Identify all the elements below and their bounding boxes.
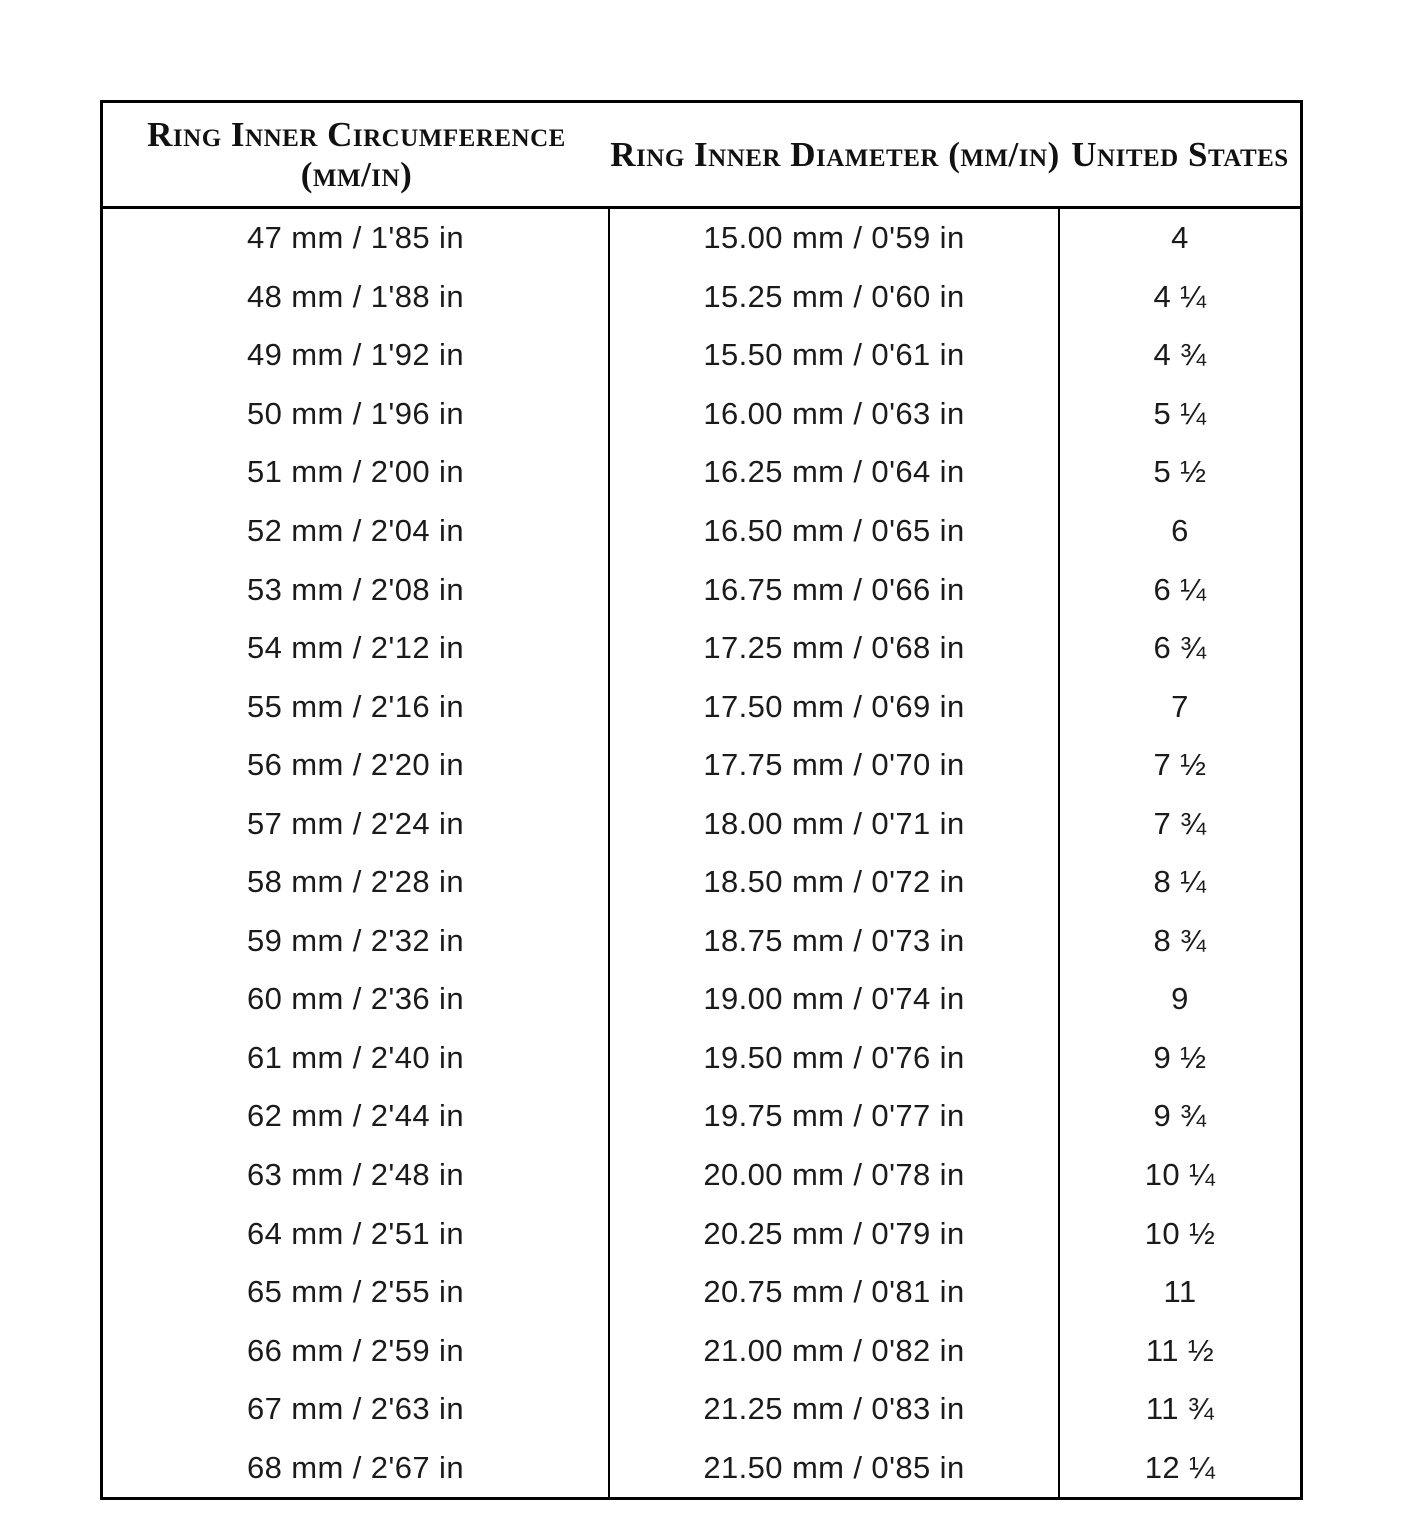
column-header-ring-inner-diameter: Ring Inner Diameter (mm/in) <box>610 134 1060 174</box>
cell-us-size: 7 ½ <box>1153 747 1207 783</box>
cell-circumference: 52 mm / 2'04 in <box>103 502 610 561</box>
cell-us-size: 11 ½ <box>1145 1332 1215 1368</box>
table-row <box>103 736 1300 795</box>
table-row <box>103 1146 1300 1205</box>
cell-diameter: 17.25 mm / 0'68 in <box>610 619 1060 678</box>
cell-us-size: 10 ¼ <box>1144 1157 1216 1193</box>
table-row <box>103 619 1300 678</box>
table-row <box>103 1380 1300 1439</box>
cell-diameter: 18.00 mm / 0'71 in <box>610 794 1060 853</box>
cell-us-size: 5 ½ <box>1153 454 1207 490</box>
table-row <box>103 443 1300 502</box>
cell-diameter: 16.50 mm / 0'65 in <box>610 502 1060 561</box>
cell-diameter: 20.25 mm / 0'79 in <box>610 1204 1060 1263</box>
cell-us-size: 4 ¼ <box>1153 278 1207 314</box>
table-row <box>103 385 1300 444</box>
cell-diameter: 16.75 mm / 0'66 in <box>610 560 1060 619</box>
cell-diameter: 21.00 mm / 0'82 in <box>610 1321 1060 1380</box>
table-row <box>103 268 1300 327</box>
cell-circumference: 63 mm / 2'48 in <box>103 1146 610 1205</box>
table-row <box>103 853 1300 912</box>
table-row <box>103 794 1300 853</box>
cell-circumference: 49 mm / 1'92 in <box>103 326 610 385</box>
cell-us-size: 12 ¼ <box>1144 1449 1216 1485</box>
cell-diameter: 17.75 mm / 0'70 in <box>610 736 1060 795</box>
cell-diameter: 19.75 mm / 0'77 in <box>610 1087 1060 1146</box>
cell-diameter: 19.50 mm / 0'76 in <box>610 1029 1060 1088</box>
cell-diameter: 18.75 mm / 0'73 in <box>610 912 1060 971</box>
cell-circumference: 57 mm / 2'24 in <box>103 794 610 853</box>
table-row <box>103 677 1300 736</box>
cell-circumference: 59 mm / 2'32 in <box>103 912 610 971</box>
cell-us-size: 10 ½ <box>1144 1215 1216 1251</box>
table-row <box>103 1438 1300 1497</box>
cell-us-size: 6 ¼ <box>1153 571 1207 607</box>
cell-us-size: 5 ¼ <box>1153 395 1207 431</box>
table-row <box>103 970 1300 1029</box>
cell-us-size: 8 ¾ <box>1153 922 1207 958</box>
cell-circumference: 54 mm / 2'12 in <box>103 619 610 678</box>
cell-diameter: 20.75 mm / 0'81 in <box>610 1263 1060 1322</box>
cell-diameter: 19.00 mm / 0'74 in <box>610 970 1060 1029</box>
cell-diameter: 17.50 mm / 0'69 in <box>610 677 1060 736</box>
table-header-row <box>103 103 1300 209</box>
cell-circumference: 60 mm / 2'36 in <box>103 970 610 1029</box>
cell-circumference: 51 mm / 2'00 in <box>103 443 610 502</box>
table-row <box>103 326 1300 385</box>
cell-circumference: 53 mm / 2'08 in <box>103 560 610 619</box>
cell-us-size: 9 ½ <box>1153 1039 1207 1075</box>
table-row <box>103 1321 1300 1380</box>
cell-circumference: 62 mm / 2'44 in <box>103 1087 610 1146</box>
cell-circumference: 50 mm / 1'96 in <box>103 385 610 444</box>
cell-circumference: 58 mm / 2'28 in <box>103 853 610 912</box>
cell-circumference: 47 mm / 1'85 in <box>103 209 610 268</box>
table-row <box>103 912 1300 971</box>
cell-diameter: 20.00 mm / 0'78 in <box>610 1146 1060 1205</box>
cell-diameter: 15.50 mm / 0'61 in <box>610 326 1060 385</box>
cell-diameter: 16.25 mm / 0'64 in <box>610 443 1060 502</box>
cell-us-size: 4 <box>1171 220 1189 256</box>
table-row <box>103 1087 1300 1146</box>
cell-circumference: 68 mm / 2'67 in <box>103 1438 610 1497</box>
cell-us-size: 6 ¾ <box>1153 630 1207 666</box>
cell-us-size: 8 ¼ <box>1153 864 1207 900</box>
table-row <box>103 1263 1300 1322</box>
cell-us-size: 9 <box>1171 981 1189 1017</box>
cell-circumference: 48 mm / 1'88 in <box>103 268 610 327</box>
cell-circumference: 67 mm / 2'63 in <box>103 1380 610 1439</box>
cell-us-size: 11 <box>1163 1274 1197 1310</box>
cell-circumference: 61 mm / 2'40 in <box>103 1029 610 1088</box>
cell-circumference: 64 mm / 2'51 in <box>103 1204 610 1263</box>
cell-diameter: 16.00 mm / 0'63 in <box>610 385 1060 444</box>
table-body <box>103 209 1300 1497</box>
cell-us-size: 6 <box>1171 513 1189 548</box>
column-header-united-states: United States <box>1071 134 1289 174</box>
cell-diameter: 21.25 mm / 0'83 in <box>610 1380 1060 1439</box>
cell-us-size: 7 <box>1171 688 1189 724</box>
table-row <box>103 1029 1300 1088</box>
column-header-ring-inner-circumference: Ring Inner Circumference (mm/in) <box>147 114 566 194</box>
cell-us-size: 4 ¾ <box>1153 337 1207 373</box>
table-row <box>103 560 1300 619</box>
cell-us-size: 9 ¾ <box>1153 1098 1207 1134</box>
cell-diameter: 18.50 mm / 0'72 in <box>610 853 1060 912</box>
cell-circumference: 66 mm / 2'59 in <box>103 1321 610 1380</box>
cell-us-size: 7 ¾ <box>1153 805 1207 841</box>
table-row <box>103 502 1300 561</box>
table-row <box>103 1204 1300 1263</box>
cell-us-size: 11 ¾ <box>1145 1391 1215 1427</box>
ring-size-conversion-table <box>100 100 1303 1500</box>
cell-circumference: 65 mm / 2'55 in <box>103 1263 610 1322</box>
table-row <box>103 209 1300 268</box>
cell-diameter: 15.25 mm / 0'60 in <box>610 268 1060 327</box>
cell-diameter: 15.00 mm / 0'59 in <box>610 209 1060 268</box>
cell-circumference: 56 mm / 2'20 in <box>103 736 610 795</box>
cell-circumference: 55 mm / 2'16 in <box>103 677 610 736</box>
cell-diameter: 21.50 mm / 0'85 in <box>610 1438 1060 1497</box>
